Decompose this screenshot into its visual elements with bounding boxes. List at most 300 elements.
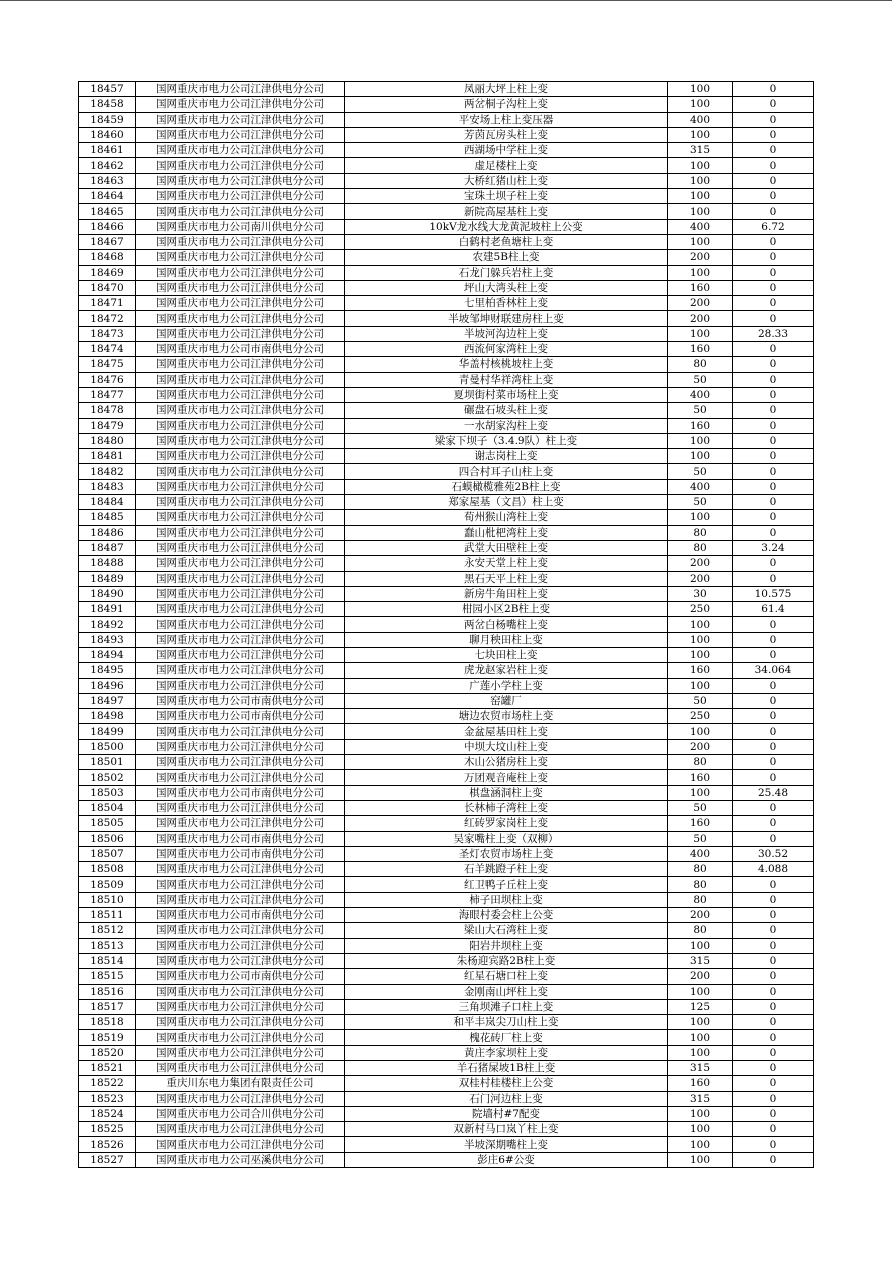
table-row xyxy=(79,892,814,907)
capacity-cell: 50 xyxy=(668,464,733,479)
capacity-cell: 160 xyxy=(668,770,733,785)
serial-number-cell: 18501 xyxy=(79,755,136,770)
value-cell: 0 xyxy=(733,510,814,525)
capacity-cell: 80 xyxy=(668,357,733,372)
transformer-name-cell: 圣灯农贸市场柱上变 xyxy=(345,846,668,861)
transformer-name-cell: 朱杨迎宾路2B柱上变 xyxy=(345,953,668,968)
table-row xyxy=(79,82,814,97)
transformer-name-cell: 芳茵瓦房头柱上变 xyxy=(345,127,668,142)
capacity-cell: 80 xyxy=(668,525,733,540)
transformer-name-cell: 宝珠土坝子柱上变 xyxy=(345,189,668,204)
value-cell: 3.24 xyxy=(733,540,814,555)
transformer-name-cell: 半坡深期嘴柱上变 xyxy=(345,1137,668,1152)
value-cell: 0 xyxy=(733,724,814,739)
serial-number-cell: 18522 xyxy=(79,1076,136,1091)
capacity-cell: 80 xyxy=(668,892,733,907)
value-cell: 0 xyxy=(733,525,814,540)
transformer-name-cell: 塘边农贸市场柱上变 xyxy=(345,709,668,724)
serial-number-cell: 18478 xyxy=(79,403,136,418)
serial-number-cell: 18524 xyxy=(79,1106,136,1121)
value-cell: 0 xyxy=(733,892,814,907)
company-cell: 国网重庆市电力公司江津供电分公司 xyxy=(136,632,345,647)
value-cell: 0 xyxy=(733,449,814,464)
capacity-cell: 100 xyxy=(668,158,733,173)
capacity-cell: 200 xyxy=(668,296,733,311)
capacity-cell: 315 xyxy=(668,1091,733,1106)
capacity-cell: 400 xyxy=(668,219,733,234)
capacity-cell: 200 xyxy=(668,969,733,984)
serial-number-cell: 18459 xyxy=(79,112,136,127)
table-row xyxy=(79,464,814,479)
value-cell: 0 xyxy=(733,800,814,815)
transformer-name-cell: 青曼村华祥湾柱上变 xyxy=(345,372,668,387)
transformer-name-cell: 黑石天平上柱上变 xyxy=(345,571,668,586)
value-cell: 0 xyxy=(733,296,814,311)
value-cell: 0 xyxy=(733,938,814,953)
table-row xyxy=(79,326,814,341)
company-cell: 国网重庆市电力公司江津供电分公司 xyxy=(136,127,345,142)
capacity-cell: 100 xyxy=(668,1152,733,1167)
value-cell: 0 xyxy=(733,755,814,770)
table-row xyxy=(79,418,814,433)
value-cell: 0 xyxy=(733,571,814,586)
serial-number-cell: 18527 xyxy=(79,1152,136,1167)
transformer-name-cell: 坪山大湾头柱上变 xyxy=(345,280,668,295)
serial-number-cell: 18487 xyxy=(79,540,136,555)
table-row xyxy=(79,586,814,601)
capacity-cell: 80 xyxy=(668,923,733,938)
company-cell: 国网重庆市电力公司江津供电分公司 xyxy=(136,770,345,785)
company-cell: 国网重庆市电力公司江津供电分公司 xyxy=(136,877,345,892)
transformer-name-cell: 新房牛角田柱上变 xyxy=(345,586,668,601)
table-row xyxy=(79,1091,814,1106)
capacity-cell: 100 xyxy=(668,326,733,341)
value-cell: 34.064 xyxy=(733,663,814,678)
capacity-cell: 400 xyxy=(668,387,733,402)
serial-number-cell: 18512 xyxy=(79,923,136,938)
table-row xyxy=(79,800,814,815)
table-row xyxy=(79,877,814,892)
value-cell: 0 xyxy=(733,82,814,97)
transformer-name-cell: 石门河边柱上变 xyxy=(345,1091,668,1106)
table-row xyxy=(79,357,814,372)
transformer-name-cell: 两岔白杨嘴柱上变 xyxy=(345,617,668,632)
capacity-cell: 100 xyxy=(668,510,733,525)
transformer-name-cell: 梁山大石湾柱上变 xyxy=(345,923,668,938)
value-cell: 28.33 xyxy=(733,326,814,341)
company-cell: 国网重庆市电力公司江津供电分公司 xyxy=(136,296,345,311)
serial-number-cell: 18500 xyxy=(79,739,136,754)
transformer-name-cell: 石蟆橄榄雅苑2B柱上变 xyxy=(345,479,668,494)
table-row xyxy=(79,479,814,494)
table-row xyxy=(79,617,814,632)
transformer-name-cell: 双新村马口岚丫柱上变 xyxy=(345,1122,668,1137)
serial-number-cell: 18479 xyxy=(79,418,136,433)
serial-number-cell: 18468 xyxy=(79,250,136,265)
value-cell: 0 xyxy=(733,923,814,938)
value-cell: 0 xyxy=(733,831,814,846)
transformer-name-cell: 红卫鸭子丘柱上变 xyxy=(345,877,668,892)
value-cell: 0 xyxy=(733,97,814,112)
serial-number-cell: 18472 xyxy=(79,311,136,326)
transformer-name-cell: 窑罐厂 xyxy=(345,693,668,708)
company-cell: 国网重庆市电力公司江津供电分公司 xyxy=(136,250,345,265)
serial-number-cell: 18514 xyxy=(79,953,136,968)
company-cell: 国网重庆市电力公司江津供电分公司 xyxy=(136,678,345,693)
table-row xyxy=(79,387,814,402)
table-row xyxy=(79,693,814,708)
transformer-name-cell: 彭庄6#公变 xyxy=(345,1152,668,1167)
company-cell: 国网重庆市电力公司市南供电分公司 xyxy=(136,693,345,708)
serial-number-cell: 18510 xyxy=(79,892,136,907)
company-cell: 国网重庆市电力公司江津供电分公司 xyxy=(136,540,345,555)
capacity-cell: 100 xyxy=(668,173,733,188)
transformer-name-cell: 木山公猪房柱上变 xyxy=(345,755,668,770)
serial-number-cell: 18460 xyxy=(79,127,136,142)
capacity-cell: 100 xyxy=(668,1137,733,1152)
transformer-name-cell: 荀州猴山湾柱上变 xyxy=(345,510,668,525)
company-cell: 国网重庆市电力公司江津供电分公司 xyxy=(136,234,345,249)
value-cell: 0 xyxy=(733,1091,814,1106)
transformer-name-cell: 金盆屋基田柱上变 xyxy=(345,724,668,739)
transformer-name-cell: 大桥红猪山柱上变 xyxy=(345,173,668,188)
transformer-name-cell: 农建5B柱上变 xyxy=(345,250,668,265)
serial-number-cell: 18495 xyxy=(79,663,136,678)
capacity-cell: 100 xyxy=(668,82,733,97)
serial-number-cell: 18525 xyxy=(79,1122,136,1137)
table-row xyxy=(79,1106,814,1121)
serial-number-cell: 18488 xyxy=(79,556,136,571)
company-cell: 国网重庆市电力公司市南供电分公司 xyxy=(136,831,345,846)
serial-number-cell: 18476 xyxy=(79,372,136,387)
serial-number-cell: 18518 xyxy=(79,1015,136,1030)
value-cell: 0 xyxy=(733,158,814,173)
table-row xyxy=(79,755,814,770)
value-cell: 0 xyxy=(733,464,814,479)
company-cell: 国网重庆市电力公司江津供电分公司 xyxy=(136,82,345,97)
transformer-name-cell: 半坡邹坤财联建房柱上变 xyxy=(345,311,668,326)
company-cell: 国网重庆市电力公司江津供电分公司 xyxy=(136,1137,345,1152)
value-cell: 0 xyxy=(733,1076,814,1091)
capacity-cell: 100 xyxy=(668,938,733,953)
value-cell: 0 xyxy=(733,877,814,892)
table-row xyxy=(79,647,814,662)
top-border-line xyxy=(0,0,892,1)
capacity-cell: 50 xyxy=(668,693,733,708)
transformer-name-cell: 平安场上柱上变压器 xyxy=(345,112,668,127)
value-cell: 0 xyxy=(733,969,814,984)
company-cell: 国网重庆市电力公司江津供电分公司 xyxy=(136,923,345,938)
serial-number-cell: 18494 xyxy=(79,647,136,662)
table-row xyxy=(79,1076,814,1091)
value-cell: 0 xyxy=(733,1061,814,1076)
company-cell: 国网重庆市电力公司江津供电分公司 xyxy=(136,1061,345,1076)
table-row xyxy=(79,234,814,249)
capacity-cell: 250 xyxy=(668,602,733,617)
capacity-cell: 100 xyxy=(668,97,733,112)
table-row xyxy=(79,296,814,311)
transformer-name-cell: 虚足楼柱上变 xyxy=(345,158,668,173)
serial-number-cell: 18509 xyxy=(79,877,136,892)
capacity-cell: 100 xyxy=(668,1122,733,1137)
capacity-cell: 100 xyxy=(668,785,733,800)
capacity-cell: 100 xyxy=(668,127,733,142)
capacity-cell: 200 xyxy=(668,250,733,265)
transformer-name-cell: 红星石塘口柱上变 xyxy=(345,969,668,984)
company-cell: 国网重庆市电力公司江津供电分公司 xyxy=(136,173,345,188)
capacity-cell: 50 xyxy=(668,403,733,418)
company-cell: 国网重庆市电力公司市南供电分公司 xyxy=(136,908,345,923)
table-row xyxy=(79,724,814,739)
value-cell: 0 xyxy=(733,770,814,785)
capacity-cell: 100 xyxy=(668,449,733,464)
value-cell: 0 xyxy=(733,1045,814,1060)
capacity-cell: 315 xyxy=(668,143,733,158)
table-row xyxy=(79,908,814,923)
transformer-name-cell: 黄庄李家坝柱上变 xyxy=(345,1045,668,1060)
serial-number-cell: 18483 xyxy=(79,479,136,494)
transformer-name-cell: 虎龙赵家岩柱上变 xyxy=(345,663,668,678)
company-cell: 国网重庆市电力公司江津供电分公司 xyxy=(136,816,345,831)
capacity-cell: 160 xyxy=(668,342,733,357)
table-row xyxy=(79,1122,814,1137)
company-cell: 国网重庆市电力公司江津供电分公司 xyxy=(136,800,345,815)
table-row xyxy=(79,372,814,387)
transformer-name-cell: 长林柿子湾柱上变 xyxy=(345,800,668,815)
serial-number-cell: 18502 xyxy=(79,770,136,785)
company-cell: 国网重庆市电力公司江津供电分公司 xyxy=(136,143,345,158)
table-row xyxy=(79,969,814,984)
transformer-name-cell: 棋盘涵洞柱上变 xyxy=(345,785,668,800)
serial-number-cell: 18473 xyxy=(79,326,136,341)
serial-number-cell: 18505 xyxy=(79,816,136,831)
value-cell: 0 xyxy=(733,1106,814,1121)
capacity-cell: 200 xyxy=(668,908,733,923)
capacity-cell: 400 xyxy=(668,479,733,494)
table-row xyxy=(79,127,814,142)
serial-number-cell: 18493 xyxy=(79,632,136,647)
table-row xyxy=(79,709,814,724)
value-cell: 0 xyxy=(733,311,814,326)
capacity-cell: 100 xyxy=(668,1045,733,1060)
table-row xyxy=(79,143,814,158)
value-cell: 0 xyxy=(733,127,814,142)
table-row xyxy=(79,663,814,678)
value-cell: 0 xyxy=(733,372,814,387)
capacity-cell: 160 xyxy=(668,418,733,433)
value-cell: 0 xyxy=(733,112,814,127)
serial-number-cell: 18475 xyxy=(79,357,136,372)
table-row xyxy=(79,678,814,693)
table-row xyxy=(79,449,814,464)
transformer-name-cell: 华盖村核桃坡柱上变 xyxy=(345,357,668,372)
company-cell: 国网重庆市电力公司江津供电分公司 xyxy=(136,556,345,571)
capacity-cell: 50 xyxy=(668,372,733,387)
transformer-name-cell: 红砖罗家岗柱上变 xyxy=(345,816,668,831)
value-cell: 0 xyxy=(733,357,814,372)
transformer-name-cell: 聊月秧田柱上变 xyxy=(345,632,668,647)
value-cell: 0 xyxy=(733,495,814,510)
table-row xyxy=(79,556,814,571)
value-cell: 0 xyxy=(733,1122,814,1137)
serial-number-cell: 18492 xyxy=(79,617,136,632)
capacity-cell: 80 xyxy=(668,862,733,877)
serial-number-cell: 18474 xyxy=(79,342,136,357)
company-cell: 国网重庆市电力公司江津供电分公司 xyxy=(136,265,345,280)
serial-number-cell: 18458 xyxy=(79,97,136,112)
company-cell: 国网重庆市电力公司江津供电分公司 xyxy=(136,1122,345,1137)
table-row xyxy=(79,342,814,357)
company-cell: 国网重庆市电力公司江津供电分公司 xyxy=(136,862,345,877)
capacity-cell: 160 xyxy=(668,280,733,295)
transformer-name-cell: 碾盘石坡头柱上变 xyxy=(345,403,668,418)
capacity-cell: 100 xyxy=(668,617,733,632)
capacity-cell: 250 xyxy=(668,709,733,724)
serial-number-cell: 18523 xyxy=(79,1091,136,1106)
capacity-cell: 100 xyxy=(668,1106,733,1121)
table-row xyxy=(79,1015,814,1030)
value-cell: 0 xyxy=(733,1030,814,1045)
capacity-cell: 200 xyxy=(668,739,733,754)
table-row xyxy=(79,219,814,234)
company-cell: 重庆川东电力集团有限责任公司 xyxy=(136,1076,345,1091)
company-cell: 国网重庆市电力公司江津供电分公司 xyxy=(136,403,345,418)
company-cell: 国网重庆市电力公司江津供电分公司 xyxy=(136,984,345,999)
capacity-cell: 50 xyxy=(668,800,733,815)
company-cell: 国网重庆市电力公司江津供电分公司 xyxy=(136,724,345,739)
capacity-cell: 160 xyxy=(668,816,733,831)
table-row xyxy=(79,571,814,586)
value-cell: 25.48 xyxy=(733,785,814,800)
serial-number-cell: 18520 xyxy=(79,1045,136,1060)
capacity-cell: 100 xyxy=(668,678,733,693)
transformer-name-cell: 新院高屋基柱上变 xyxy=(345,204,668,219)
serial-number-cell: 18506 xyxy=(79,831,136,846)
company-cell: 国网重庆市电力公司江津供电分公司 xyxy=(136,387,345,402)
table-row xyxy=(79,1061,814,1076)
serial-number-cell: 18497 xyxy=(79,693,136,708)
company-cell: 国网重庆市电力公司市南供电分公司 xyxy=(136,846,345,861)
serial-number-cell: 18499 xyxy=(79,724,136,739)
table-row xyxy=(79,831,814,846)
company-cell: 国网重庆市电力公司江津供电分公司 xyxy=(136,602,345,617)
table-row xyxy=(79,540,814,555)
table-row xyxy=(79,189,814,204)
table-row xyxy=(79,984,814,999)
table-row xyxy=(79,525,814,540)
transformer-name-cell: 广莲小学柱上变 xyxy=(345,678,668,693)
table-row xyxy=(79,1137,814,1152)
capacity-cell: 50 xyxy=(668,831,733,846)
company-cell: 国网重庆市电力公司江津供电分公司 xyxy=(136,1091,345,1106)
table-row xyxy=(79,938,814,953)
serial-number-cell: 18516 xyxy=(79,984,136,999)
capacity-cell: 100 xyxy=(668,724,733,739)
serial-number-cell: 18482 xyxy=(79,464,136,479)
table-body xyxy=(79,82,814,1168)
serial-number-cell: 18481 xyxy=(79,449,136,464)
transformer-name-cell: 双桂村桂楼柱上公变 xyxy=(345,1076,668,1091)
transformer-name-cell: 两岔桐子沟柱上变 xyxy=(345,97,668,112)
transformer-name-cell: 10kV龙水线大龙黄泥坡柱上公变 xyxy=(345,219,668,234)
value-cell: 0 xyxy=(733,953,814,968)
value-cell: 0 xyxy=(733,234,814,249)
table-row xyxy=(79,510,814,525)
capacity-cell: 100 xyxy=(668,204,733,219)
capacity-cell: 30 xyxy=(668,586,733,601)
table-row xyxy=(79,1152,814,1167)
serial-number-cell: 18471 xyxy=(79,296,136,311)
table-row xyxy=(79,785,814,800)
table-row xyxy=(79,999,814,1014)
capacity-cell: 160 xyxy=(668,1076,733,1091)
transformer-name-cell: 郑家屋基（文昌）柱上变 xyxy=(345,495,668,510)
transformer-name-cell: 柑园小区2B柱上变 xyxy=(345,602,668,617)
company-cell: 国网重庆市电力公司江津供电分公司 xyxy=(136,647,345,662)
table-row xyxy=(79,1030,814,1045)
capacity-cell: 80 xyxy=(668,755,733,770)
company-cell: 国网重庆市电力公司巫溪供电分公司 xyxy=(136,1152,345,1167)
capacity-cell: 100 xyxy=(668,234,733,249)
serial-number-cell: 18461 xyxy=(79,143,136,158)
serial-number-cell: 18462 xyxy=(79,158,136,173)
serial-number-cell: 18496 xyxy=(79,678,136,693)
table-row xyxy=(79,632,814,647)
table-row xyxy=(79,816,814,831)
serial-number-cell: 18477 xyxy=(79,387,136,402)
company-cell: 国网重庆市电力公司江津供电分公司 xyxy=(136,280,345,295)
table-row xyxy=(79,846,814,861)
value-cell: 0 xyxy=(733,265,814,280)
table-row xyxy=(79,311,814,326)
value-cell: 0 xyxy=(733,647,814,662)
value-cell: 0 xyxy=(733,709,814,724)
capacity-cell: 400 xyxy=(668,112,733,127)
company-cell: 国网重庆市电力公司江津供电分公司 xyxy=(136,464,345,479)
capacity-cell: 400 xyxy=(668,846,733,861)
company-cell: 国网重庆市电力公司江津供电分公司 xyxy=(136,357,345,372)
company-cell: 国网重庆市电力公司江津供电分公司 xyxy=(136,525,345,540)
transformer-name-cell: 院墙村#7配变 xyxy=(345,1106,668,1121)
transformer-name-cell: 吴家嘴柱上变（双柳） xyxy=(345,831,668,846)
value-cell: 0 xyxy=(733,433,814,448)
transformer-name-cell: 海眼村委会柱上公变 xyxy=(345,908,668,923)
capacity-cell: 200 xyxy=(668,571,733,586)
company-cell: 国网重庆市电力公司江津供电分公司 xyxy=(136,189,345,204)
transformer-name-cell: 槐花砖厂柱上变 xyxy=(345,1030,668,1045)
company-cell: 国网重庆市电力公司江津供电分公司 xyxy=(136,892,345,907)
serial-number-cell: 18485 xyxy=(79,510,136,525)
value-cell: 0 xyxy=(733,984,814,999)
value-cell: 0 xyxy=(733,678,814,693)
company-cell: 国网重庆市电力公司江津供电分公司 xyxy=(136,663,345,678)
capacity-cell: 80 xyxy=(668,540,733,555)
transformer-name-cell: 石羊跳蹬子柱上变 xyxy=(345,862,668,877)
capacity-cell: 100 xyxy=(668,433,733,448)
serial-number-cell: 18498 xyxy=(79,709,136,724)
serial-number-cell: 18489 xyxy=(79,571,136,586)
table-row xyxy=(79,602,814,617)
table-row xyxy=(79,250,814,265)
transformer-name-cell: 夏坝街村菜市场柱上变 xyxy=(345,387,668,402)
company-cell: 国网重庆市电力公司江津供电分公司 xyxy=(136,1045,345,1060)
transformer-name-cell: 万团观音庵柱上变 xyxy=(345,770,668,785)
capacity-cell: 160 xyxy=(668,663,733,678)
serial-number-cell: 18464 xyxy=(79,189,136,204)
serial-number-cell: 18470 xyxy=(79,280,136,295)
value-cell: 0 xyxy=(733,1152,814,1167)
serial-number-cell: 18519 xyxy=(79,1030,136,1045)
